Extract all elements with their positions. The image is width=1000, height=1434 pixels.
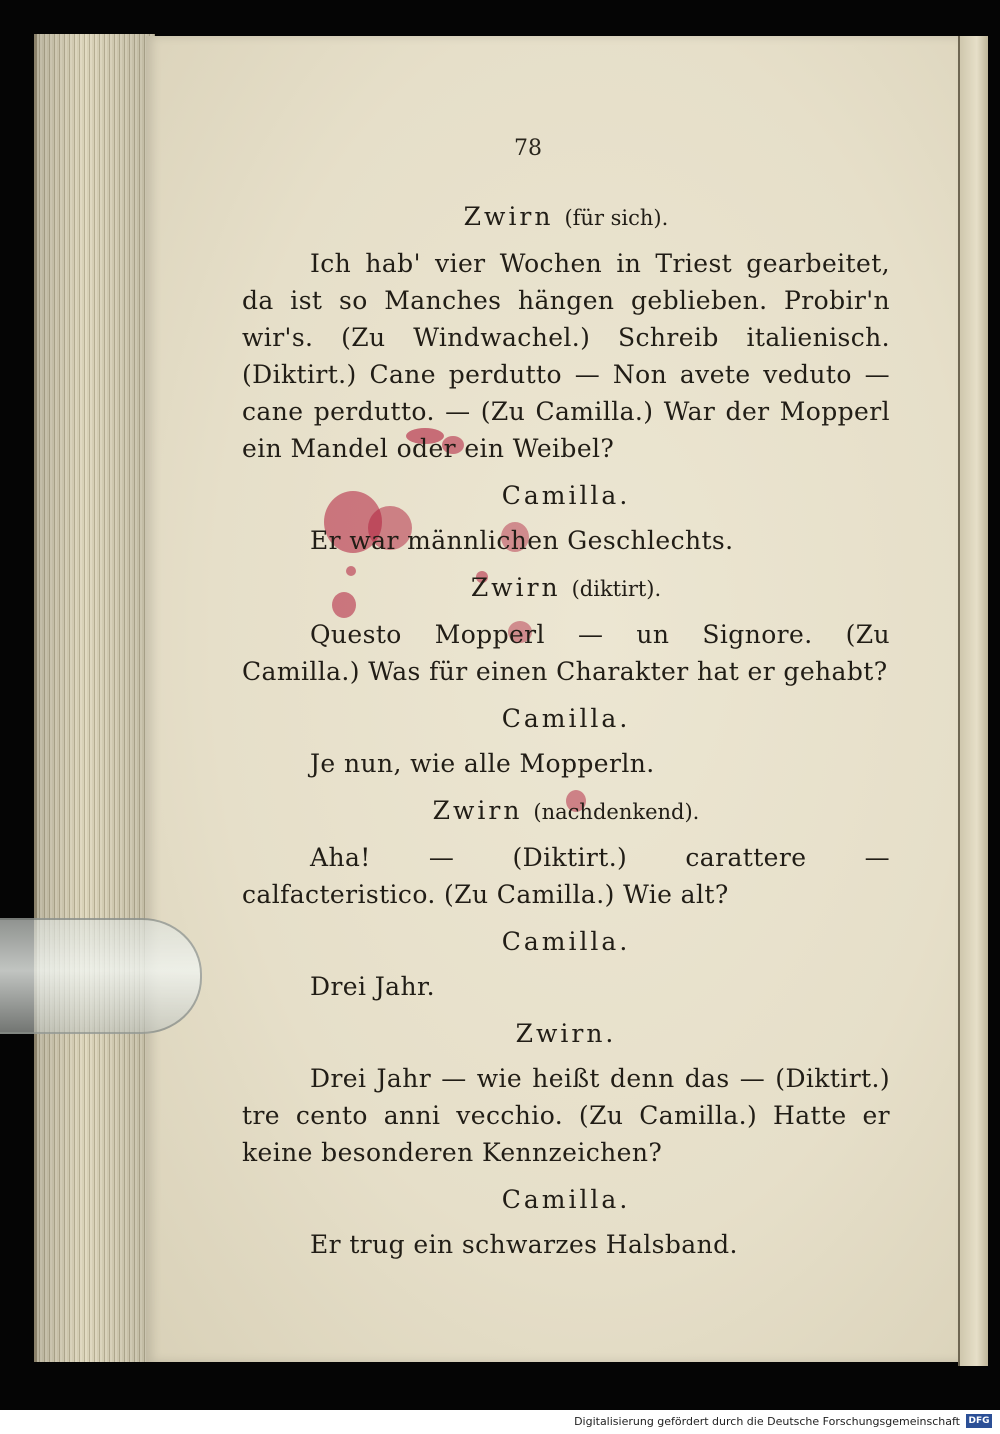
speaker-heading <box>242 700 890 737</box>
facing-page-edge <box>958 36 988 1366</box>
speaker-heading <box>242 477 890 514</box>
speaker-heading <box>242 1015 890 1052</box>
book-page <box>146 36 958 1362</box>
speaker-name: Camilla. <box>501 704 631 733</box>
speaker-heading <box>242 1181 890 1218</box>
footer-bar <box>0 1410 1000 1434</box>
dialogue-text <box>242 192 890 1273</box>
speaker-name: Camilla. <box>501 927 631 956</box>
stage-direction: (diktirt). <box>571 577 662 601</box>
dialogue-line: Je nun, wie alle Mopperln. <box>310 749 655 778</box>
dfg-logo-icon: DFG <box>966 1414 992 1428</box>
speaker-heading <box>242 792 890 831</box>
dialogue-line: Drei Jahr. <box>310 972 435 1001</box>
stage-direction: (nachdenkend). <box>533 800 700 824</box>
speaker-name: Zwirn <box>470 573 561 602</box>
speaker-heading <box>242 923 890 960</box>
dialogue-line: Aha! — (Diktirt.) carattere — calfacteristico. (Zu Camilla.) Wie alt? <box>242 843 890 909</box>
dialogue-line: Questo Mopperl — un Signore. (Zu Camilla.) Was für einen Charakter hat er gehabt? <box>242 620 890 686</box>
dialogue-line: Drei Jahr — wie heißt denn das — (Diktirt.) tre cento anni vecchio. (Zu Camilla.) Hatte er keine besonderen Kennzeichen? <box>242 1064 890 1167</box>
dialogue-line: Er war männlichen Geschlechts. <box>310 526 734 555</box>
page-stack-edges <box>34 34 155 1362</box>
speaker-heading <box>242 569 890 608</box>
funding-credit: Digitalisierung gefördert durch die Deutsche Forschungsgemeinschaft <box>574 1415 960 1428</box>
stage-direction: (für sich). <box>564 206 669 230</box>
speaker-name: Camilla. <box>501 481 631 510</box>
page-number: 78 <box>514 136 542 161</box>
glass-page-holder <box>0 918 202 1034</box>
speaker-name: Zwirn. <box>515 1019 617 1048</box>
speaker-name: Zwirn <box>463 202 554 231</box>
speaker-heading <box>242 198 890 237</box>
dialogue-line: Er trug ein schwarzes Halsband. <box>310 1230 738 1259</box>
speaker-name: Zwirn <box>432 796 523 825</box>
dialogue-line: Ich hab' vier Wochen in Triest gearbeitet, da ist so Manches hängen geblieben. Probir'n wir's. (Zu Windwachel.) Schreib italienisch. (Diktirt.) Cane perdutto — Non avete veduto — cane perdutto. — (Zu Camilla.) War der Mopperl ein Mandel oder ein Weibel? <box>242 249 890 463</box>
speaker-name: Camilla. <box>501 1185 631 1214</box>
